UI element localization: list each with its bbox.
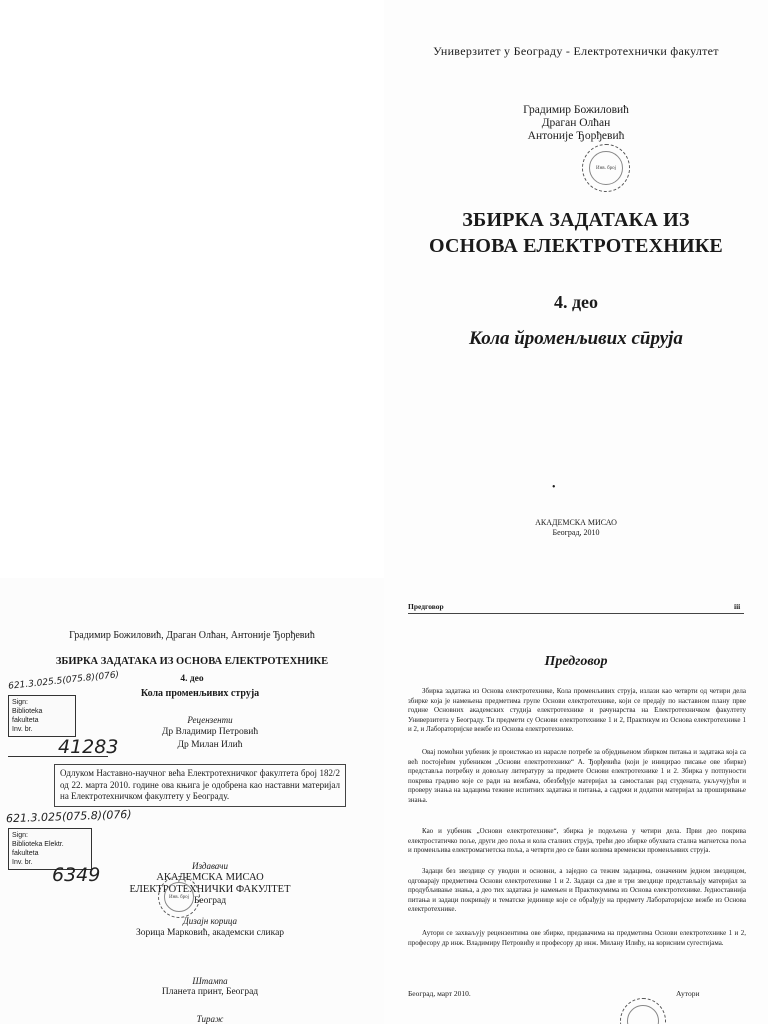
reviewers-heading: Рецензенти: [187, 715, 233, 725]
blank-page: [0, 0, 384, 578]
handwritten-classification: 621.3.025(075.8)(076): [5, 807, 132, 826]
approval-note: Одлуком Наставно-научног већа Електротехничког факултета број 182/2 од 22. марта 2010. године ова књига је одобрена као наставни материјал на Електротехничком факултету у Београду.: [54, 764, 346, 807]
preface-signature: Аутори: [676, 989, 700, 998]
stamp-line: Biblioteka: [12, 708, 43, 715]
book-title-line: ЗБИРКА ЗАДАТАКА ИЗ: [462, 209, 690, 231]
library-stamp: [158, 876, 200, 918]
stamp-line: Sign:: [12, 699, 28, 706]
stamp-text: Инв. број: [595, 165, 617, 171]
library-stamp: [620, 998, 666, 1024]
print-heading: Штампа: [192, 976, 228, 986]
preface-paragraph: Као и уџбеник „Основи електротехнике“, збирка је подељена у четири дела. Први део покрива електростатичко поље, други део поља и кола сталних струја, трећи део збирке обухвата стална магнетска поља и променљива електромагнетска поља, а четврти део се бави колима временски променљивих струја.: [408, 827, 746, 855]
inventory-number: 6349: [52, 864, 101, 886]
stamp-line: fakulteta: [12, 850, 39, 857]
preface-paragraph: Задаци без звездице су уводни и основни, а заједно са тежим задацима, означеним једном звездицом, одговарају предметима Основи електротехнике 1 и 2. Задаци са две и три звездице представљају материјал за продубљивање знања, а део тих задатака је намењен и Практикумима из Основа електротехнике. Једноставнија питања и задаци покривају и тематске јединице које се обрађују на предмету Лабораторијске вежбе из Основа електротехнике.: [408, 867, 746, 914]
author-name: Градимир Божиловић: [523, 104, 629, 116]
printer-name: Планета принт, Београд: [161, 987, 259, 997]
stray-dot: •: [552, 482, 556, 493]
colophon-part: 4. део: [180, 674, 204, 684]
colophon-subtitle: Кола променљивих струја: [140, 688, 260, 699]
header-rule: [408, 613, 744, 614]
author-name: Антоније Ђорђевић: [527, 130, 625, 142]
stamp-text: Инв. број: [168, 894, 190, 900]
stamp-line: Biblioteka Elektr.: [12, 841, 64, 848]
publisher-name: ЕЛЕКТРОТЕХНИЧКИ ФАКУЛТЕТ: [129, 884, 291, 895]
publishers-heading: Издавачи: [192, 861, 228, 871]
cover-design-heading: Дизајн корица: [183, 916, 237, 926]
publisher-name: АКАДЕМСКА МИСАО: [535, 518, 617, 527]
reviewer-name: Др Владимир Петровић: [161, 727, 259, 737]
stamp-line: fakulteta: [12, 717, 39, 724]
part-number: 4. део: [553, 292, 599, 312]
preface-date: Београд, март 2010.: [408, 989, 471, 998]
preface-paragraph: Овај помоћни уџбеник је проистекао из нарасле потребе за обједињеном збирком питања и задатака која са већ постојећим уџбеником „Основи електротехнике“ А. Ђорђевића (који је иницирао писање ове збирке) представља потребну и довољну литературу за предмете Основи електротехнике 1 и 2. Збирка у потпуности покрива градиво које се ради на вежбама, обезбеђује материјал за самосталан рад студената, укључујући и проверу знања на задацима тежине испитних задатака и питања, а садржи и додатни материјал за проширивање знања.: [408, 748, 746, 804]
publisher-block: [384, 518, 768, 538]
inventory-number: 41283: [58, 736, 119, 758]
author-name: Драган Олћан: [541, 117, 611, 129]
stamp-line: Inv. br.: [12, 726, 33, 733]
stamp-line: Inv. br.: [12, 859, 33, 866]
preface-paragraph: Збирка задатака из Основа електротехнике, Кола променљивих струја, излази као четврти од четири дела збирке која је намењена предметима групе Основи електротехнике, који се предају по наставном плану прве године Основних академских студија електротехнике и рачунарства на Електротехничком факултету Универзитета у Београду. Ти предмети су Основи електротехнике 1 и 2, Практикум из Основа електротехнике 1 и 2, и Лабораторијске вежбе из Основа електротехнике.: [408, 687, 746, 734]
page-number: iii: [734, 602, 741, 611]
preface-heading: Предговор: [544, 654, 608, 669]
preface-page: [384, 578, 768, 1024]
handwritten-classification: 621.3.025.5(075.8)(076): [7, 670, 120, 692]
print-run-label: Тираж: [196, 1014, 224, 1024]
cover-designer: Зорица Марковић, академски сликар: [135, 928, 285, 938]
reviewer-name: Др Милан Илић: [177, 740, 243, 750]
book-title: [384, 207, 768, 259]
book-title-line: ОСНОВА ЕЛЕКТРОТЕХНИКЕ: [429, 235, 723, 257]
colophon-page: [0, 578, 384, 1024]
publisher-place: Београд, 2010: [552, 528, 600, 537]
stamp-line: Sign:: [12, 832, 28, 839]
colophon-authors: Градимир Божиловић, Драган Олћан, Антоније Ђорђевић: [69, 630, 315, 641]
running-header: Предговор: [408, 602, 444, 611]
title-page: [384, 0, 768, 578]
book-subtitle: Кола йроменљивих сӣруја: [469, 328, 683, 349]
university-name: Универзитет у Београду - Електротехнички факултет: [433, 44, 719, 58]
author-list: [384, 104, 768, 143]
publisher-place: Београд: [193, 896, 227, 906]
signature-line: [8, 756, 108, 757]
library-stamp: [582, 144, 630, 192]
colophon-title: ЗБИРКА ЗАДАТАКА ИЗ ОСНОВА ЕЛЕКТРОТЕХНИКЕ: [55, 656, 329, 667]
preface-paragraph: Аутори се захваљују рецензентима ове збирке, предавачима на предметима Основи електротехнике 1 и 2, професору др инж. Владимиру Петровићу и професору др инж. Милану Илићу, на корисним сугестијама.: [408, 929, 746, 947]
publisher-name: АКАДЕМСКА МИСАО: [156, 872, 264, 883]
